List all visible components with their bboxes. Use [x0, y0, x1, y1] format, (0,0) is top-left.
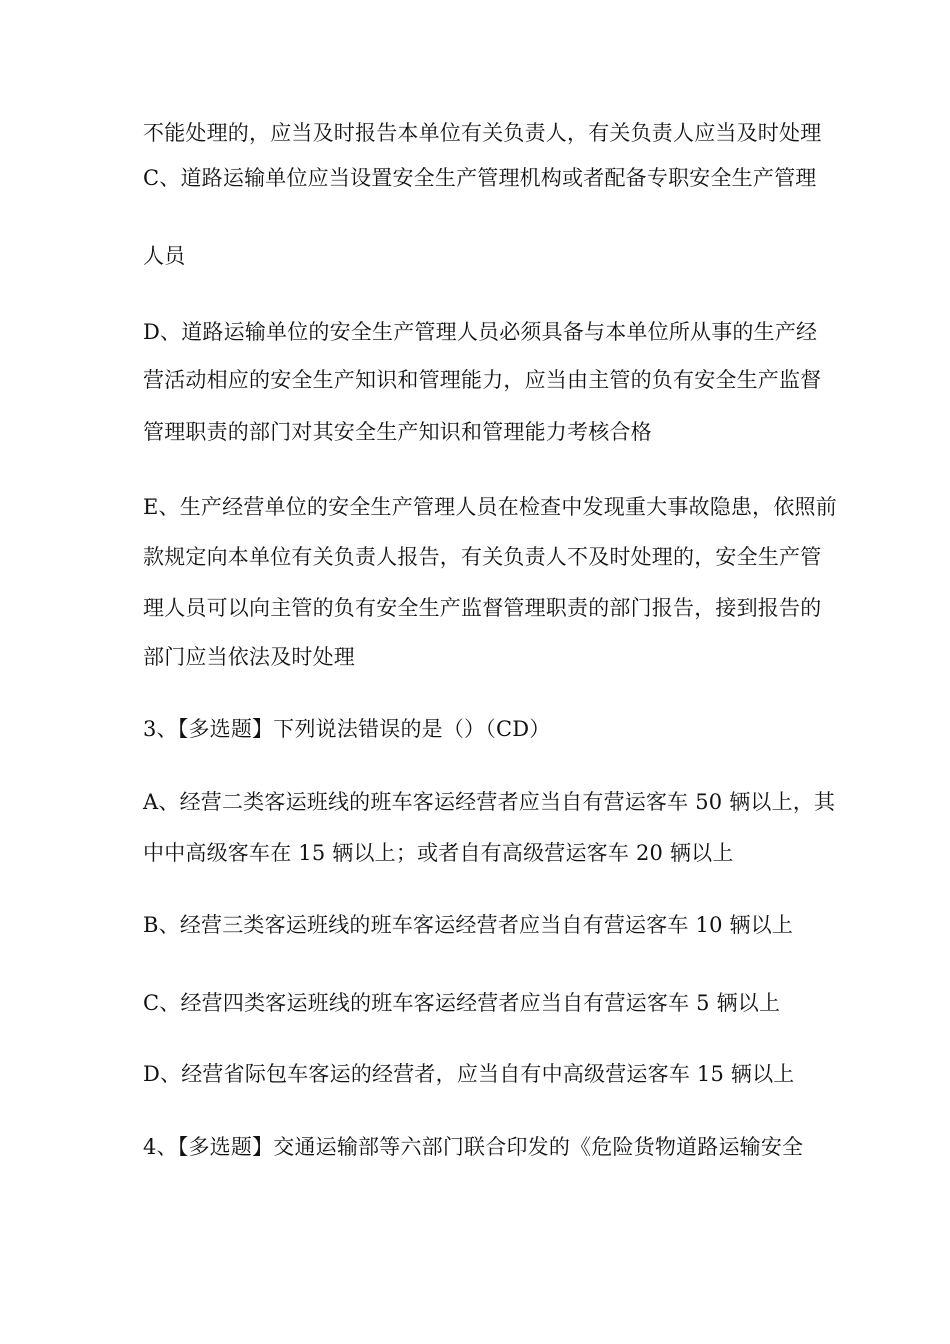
text-line-option-d-cont-2: 管理职责的部门对其安全生产知识和管理能力考核合格	[143, 420, 652, 444]
q3-option-a-cont: 中中高级客车在 15 辆以上；或者自有高级营运客车 20 辆以上	[143, 841, 734, 865]
text-line-option-e-cont-2: 理人员可以向主管的负有安全生产监督管理职责的部门报告，接到报告的	[143, 596, 822, 620]
text-line-option-e-cont-3: 部门应当依法及时处理	[143, 645, 355, 669]
text-line-option-e: E、生产经营单位的安全生产管理人员在检查中发现重大事故隐患，依照前	[143, 495, 837, 519]
text-line-option-d: D、道路运输单位的安全生产管理人员必须具备与本单位所从事的生产经	[143, 320, 818, 344]
text-line-b-continuation: 不能处理的，应当及时报告本单位有关负责人，有关负责人应当及时处理	[143, 121, 822, 145]
question-3-heading: 3、【多选题】下列说法错误的是（）（CD）	[143, 717, 551, 741]
text-line-option-c-cont: 人员	[143, 244, 186, 268]
question-4-heading: 4、【多选题】交通运输部等六部门联合印发的《危险货物道路运输安全	[143, 1135, 804, 1159]
q3-option-d: D、经营省际包车客运的经营者，应当自有中高级营运客车 15 辆以上	[143, 1062, 795, 1086]
text-line-option-d-cont-1: 营活动相应的安全生产知识和管理能力，应当由主管的负有安全生产监督	[143, 368, 822, 392]
q3-option-b: B、经营三类客运班线的班车客运经营者应当自有营运客车 10 辆以上	[143, 913, 794, 937]
q3-option-a: A、经营二类客运班线的班车客运经营者应当自有营运客车 50 辆以上，其	[143, 790, 836, 814]
text-line-option-c: C、道路运输单位应当设置安全生产管理机构或者配备专职安全生产管理	[143, 166, 817, 190]
q3-option-c: C、经营四类客运班线的班车客运经营者应当自有营运客车 5 辆以上	[143, 991, 781, 1015]
text-line-option-e-cont-1: 款规定向本单位有关负责人报告，有关负责人不及时处理的，安全生产管	[143, 545, 822, 569]
